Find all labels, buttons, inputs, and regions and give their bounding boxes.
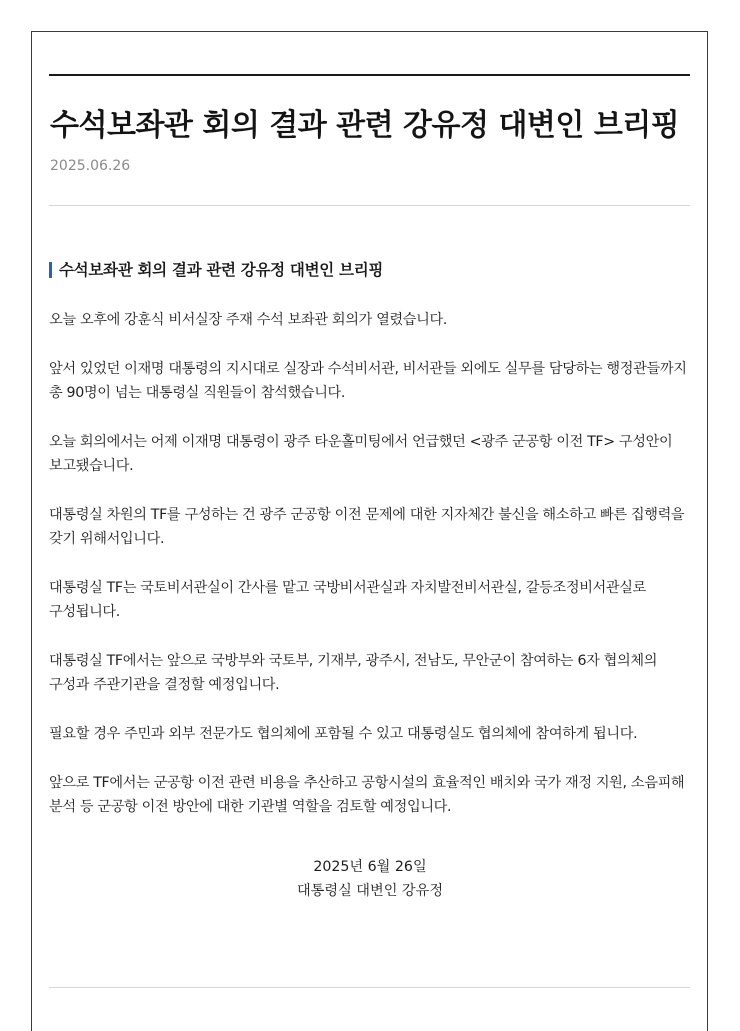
paragraph-4: 대통령실 차원의 TF를 구성하는 건 광주 군공항 이전 문제에 대한 지자체간 불신을 해소하고 빠른 집행력을 갖기 위해서입니다. (49, 507, 685, 547)
signature-name: 대통령실 대변인 강유정 (296, 883, 444, 899)
footer-divider (49, 987, 690, 988)
publish-date: 2025.06.26 (50, 158, 131, 174)
section-heading-text: 수석보좌관 회의 결과 관련 강유정 대변인 브리핑 (59, 261, 384, 279)
header-divider (49, 205, 690, 206)
section-heading (49, 258, 691, 282)
paragraph-5: 대통령실 TF는 국토비서관실이 간사를 맡고 국방비서관실과 자치발전비서관실, 갈등조정비서관실로 구성됩니다. (49, 580, 646, 620)
article-body (49, 258, 691, 844)
page-title: 수석보좌관 회의 결과 관련 강유정 대변인 브리핑 (50, 108, 680, 143)
heading-accent-bar (49, 262, 52, 278)
paragraph-3: 오늘 회의에서는 어제 이재명 대통령이 광주 타운홀미팅에서 언급했던 <광주 군공항 이전 TF> 구성안이 보고됐습니다. (49, 434, 673, 474)
paragraph-2: 앞서 있었던 이재명 대통령의 지시대로 실장과 수석비서관, 비서관들 외에도 실무를 담당하는 행정관들까지 총 90명이 넘는 대통령실 직원들이 참석했습니다. (49, 361, 687, 401)
top-divider (49, 74, 690, 76)
signature-block (49, 855, 691, 903)
paragraph-7: 필요할 경우 주민과 외부 전문가도 협의체에 포함될 수 있고 대통령실도 협의체에 참여하게 됩니다. (49, 726, 638, 742)
paragraph-8: 앞으로 TF에서는 군공항 이전 관련 비용을 추산하고 공항시설의 효율적인 배치와 국가 재정 지원, 소음피해 분석 등 군공항 이전 방안에 대한 기관별 역할을 검토할 예정입니다. (49, 775, 685, 815)
signature-date: 2025년 6월 26일 (313, 859, 427, 875)
paragraph-6: 대통령실 TF에서는 앞으로 국방부와 국토부, 기재부, 광주시, 전남도, 무안군이 참여하는 6자 협의체의 구성과 주관기관을 결정할 예정입니다. (49, 653, 658, 693)
paragraph-1: 오늘 오후에 강훈식 비서실장 주재 수석 보좌관 회의가 열렸습니다. (49, 312, 448, 328)
